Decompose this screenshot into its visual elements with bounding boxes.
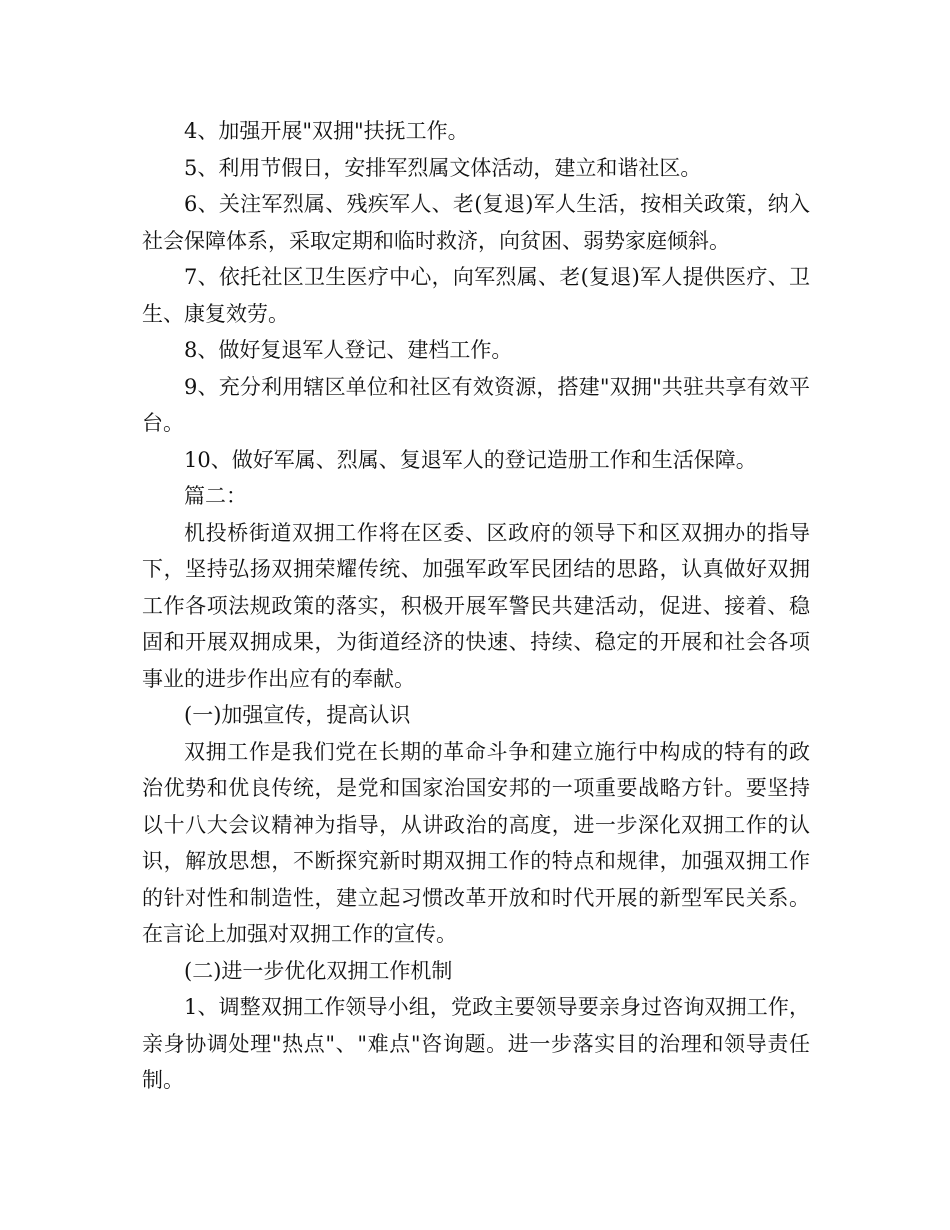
mechanism-item-1: 1、调整双拥工作领导小组，党政主要领导要亲身过咨询双拥工作，亲身协调处理"热点"、"难点"咨询题。进一步落实目的治理和领导责任制。 bbox=[142, 995, 810, 1092]
publicity-paragraph: 双拥工作是我们党在长期的革命斗争和建立施行中构成的特有的政治优势和优良传统，是党和国家治国安邦的一项重要战略方针。要坚持以十八大会议精神为指导，从讲政治的高度，进一步深化双拥工作的认识，解放思想，不断探究新时期双拥工作的特点和规律，加强双拥工作的针对性和制造性，建立起习惯改革开放和时代开展的新型军民关系。在言论上加强对双拥工作的宣传。 bbox=[142, 739, 810, 946]
list-item-4: 4、加强开展"双拥"扶抚工作。 bbox=[184, 119, 469, 143]
list-item-5: 5、利用节假日，安排军烈属文体活动，建立和谐社区。 bbox=[184, 155, 702, 180]
subheading-mechanism: (二)进一步优化双拥工作机制 bbox=[184, 958, 453, 983]
list-item-7: 7、依托社区卫生医疗中心，向军烈属、老(复退)军人提供医疗、卫生、康复效劳。 bbox=[142, 265, 810, 326]
list-item-10: 10、做好军属、烈属、复退军人的登记造册工作和生活保障。 bbox=[184, 447, 757, 472]
list-item-6: 6、关注军烈属、残疾军人、老(复退)军人生活，按相关政策，纳入社会保障体系，采取定期和临时救济，向贫困、弱势家庭倾斜。 bbox=[142, 192, 810, 253]
subheading-publicity: (一)加强宣传，提高认识 bbox=[184, 703, 411, 727]
list-item-8: 8、做好复退军人登记、建档工作。 bbox=[184, 338, 513, 362]
intro-paragraph: 机投桥街道双拥工作将在区委、区政府的领导下和区双拥办的指导下，坚持弘扬双拥荣耀传统、加强军政军民团结的思路，认真做好双拥工作各项法规政策的落实，积极开展军警民共建活动，促进、接着、稳固和开展双拥成果，为街道经济的快速、持续、稳定的开展和社会各项事业的进步作出应有的奉献。 bbox=[142, 520, 810, 691]
document-body bbox=[142, 113, 810, 1099]
section-heading-part-two: 篇二： bbox=[184, 484, 247, 508]
list-item-9: 9、充分利用辖区单位和社区有效资源，搭建"双拥"共驻共享有效平台。 bbox=[142, 374, 810, 435]
